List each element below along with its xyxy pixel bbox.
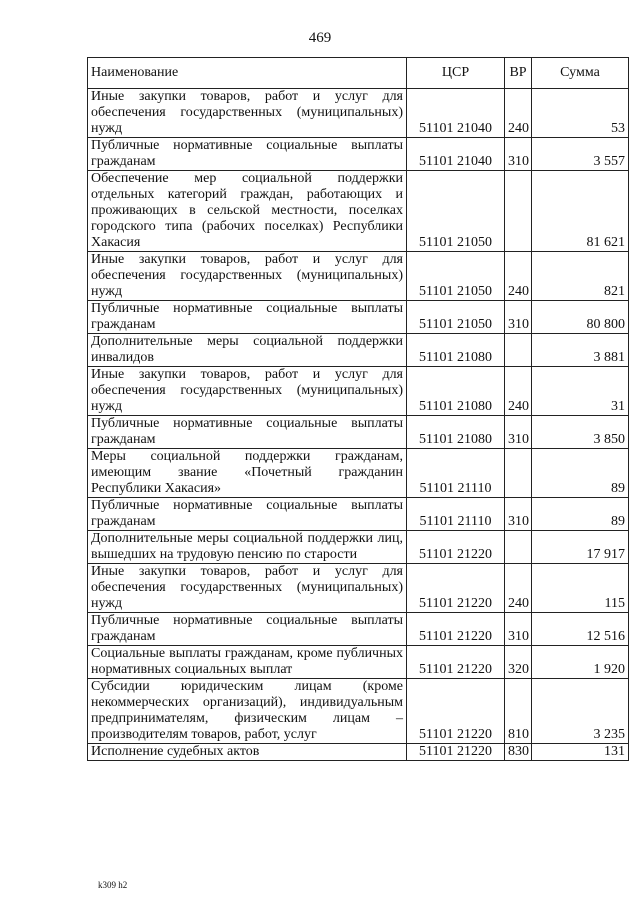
cell-name: Дополнительные меры социальной поддержки лиц, вышедших на трудовую пенсию по старости (88, 531, 407, 564)
cell-csr: 51101 21220 (407, 679, 505, 744)
cell-sum: 3 235 (532, 679, 629, 744)
table-row (88, 679, 629, 744)
table-header-row (88, 58, 629, 89)
page-number: 469 (308, 30, 332, 46)
cell-vr: 310 (505, 301, 532, 334)
table-row (88, 449, 629, 498)
cell-csr: 51101 21050 (407, 301, 505, 334)
cell-sum: 115 (532, 564, 629, 613)
cell-name: Субсидии юридическим лицам (кроме некоммерческих организаций), индивидуальным предпринимателям, физическим лицам – производителям товаров, работ, услуг (88, 679, 407, 744)
table-row (88, 89, 629, 138)
table-row (88, 334, 629, 367)
cell-sum: 80 800 (532, 301, 629, 334)
cell-vr (505, 334, 532, 367)
cell-sum: 17 917 (532, 531, 629, 564)
cell-name: Обеспечение мер социальной поддержки отдельных категорий граждан, работающих и проживающих в сельской местности, поселках городского типа (рабочих поселках) Республики Хакасия (88, 171, 407, 252)
cell-csr: 51101 21080 (407, 416, 505, 449)
budget-table (87, 57, 629, 761)
cell-csr: 51101 21050 (407, 252, 505, 301)
cell-csr: 51101 21080 (407, 367, 505, 416)
cell-csr: 51101 21110 (407, 449, 505, 498)
cell-name: Социальные выплаты гражданам, кроме публичных нормативных социальных выплат (88, 646, 407, 679)
table-row (88, 138, 629, 171)
cell-name: Публичные нормативные социальные выплаты гражданам (88, 613, 407, 646)
table-row (88, 171, 629, 252)
cell-csr: 51101 21040 (407, 138, 505, 171)
cell-name: Публичные нормативные социальные выплаты гражданам (88, 301, 407, 334)
cell-sum: 3 881 (532, 334, 629, 367)
table-row (88, 252, 629, 301)
cell-vr: 310 (505, 416, 532, 449)
cell-csr: 51101 21220 (407, 646, 505, 679)
cell-sum: 81 621 (532, 171, 629, 252)
cell-sum: 131 (532, 744, 629, 761)
cell-vr: 310 (505, 613, 532, 646)
cell-vr (505, 171, 532, 252)
cell-sum: 1 920 (532, 646, 629, 679)
cell-sum: 53 (532, 89, 629, 138)
cell-vr: 830 (505, 744, 532, 761)
cell-vr: 310 (505, 138, 532, 171)
cell-sum: 31 (532, 367, 629, 416)
header-vr: ВР (505, 58, 532, 89)
cell-vr: 240 (505, 564, 532, 613)
cell-csr: 51101 21220 (407, 564, 505, 613)
cell-sum: 89 (532, 498, 629, 531)
table-row (88, 646, 629, 679)
cell-csr: 51101 21220 (407, 744, 505, 761)
cell-vr (505, 531, 532, 564)
header-name: Наименование (88, 58, 407, 89)
cell-vr: 320 (505, 646, 532, 679)
cell-sum: 821 (532, 252, 629, 301)
cell-vr: 240 (505, 252, 532, 301)
table-row (88, 416, 629, 449)
table-row (88, 367, 629, 416)
cell-sum: 3 557 (532, 138, 629, 171)
cell-name: Иные закупки товаров, работ и услуг для обеспечения государственных (муниципальных) нужд (88, 367, 407, 416)
cell-name: Иные закупки товаров, работ и услуг для обеспечения государственных (муниципальных) нужд (88, 89, 407, 138)
cell-vr: 810 (505, 679, 532, 744)
header-sum: Сумма (532, 58, 629, 89)
cell-csr: 51101 21080 (407, 334, 505, 367)
cell-sum: 89 (532, 449, 629, 498)
table-row (88, 531, 629, 564)
table-row (88, 744, 629, 761)
cell-name: Иные закупки товаров, работ и услуг для обеспечения государственных (муниципальных) нужд (88, 252, 407, 301)
cell-sum: 3 850 (532, 416, 629, 449)
cell-name: Иные закупки товаров, работ и услуг для обеспечения государственных (муниципальных) нужд (88, 564, 407, 613)
cell-name: Публичные нормативные социальные выплаты гражданам (88, 498, 407, 531)
cell-csr: 51101 21050 (407, 171, 505, 252)
cell-csr: 51101 21110 (407, 498, 505, 531)
cell-vr (505, 449, 532, 498)
cell-vr: 310 (505, 498, 532, 531)
cell-vr: 240 (505, 89, 532, 138)
cell-name: Публичные нормативные социальные выплаты гражданам (88, 416, 407, 449)
cell-sum: 12 516 (532, 613, 629, 646)
table-row (88, 498, 629, 531)
cell-csr: 51101 21220 (407, 613, 505, 646)
footer-code: k309 h2 (98, 880, 128, 890)
cell-name: Дополнительные меры социальной поддержки инвалидов (88, 334, 407, 367)
table-row (88, 564, 629, 613)
cell-vr: 240 (505, 367, 532, 416)
cell-name: Меры социальной поддержки гражданам, имеющим звание «Почетный гражданин Республики Хакасия» (88, 449, 407, 498)
cell-csr: 51101 21040 (407, 89, 505, 138)
header-csr: ЦСР (407, 58, 505, 89)
table-row (88, 301, 629, 334)
cell-csr: 51101 21220 (407, 531, 505, 564)
table-row (88, 613, 629, 646)
cell-name: Исполнение судебных актов (88, 744, 407, 761)
cell-name: Публичные нормативные социальные выплаты гражданам (88, 138, 407, 171)
